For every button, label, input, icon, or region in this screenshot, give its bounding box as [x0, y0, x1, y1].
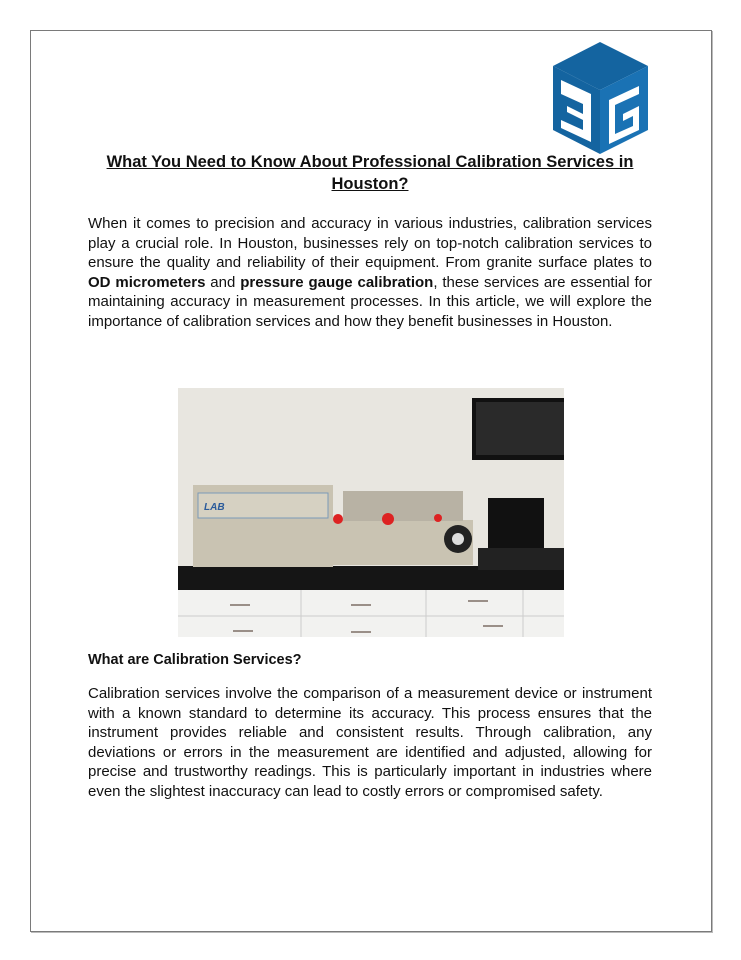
intro-paragraph	[88, 214, 652, 332]
section-paragraph: Calibration services involve the comparison of a measurement device or instrument with a known standard to determine its accuracy. This process ensures that the instrument provides reliable and consistent results. Through calibration, any deviations or errors in the measurement are identified and adjusted, allowing for precise and trustworthy readings. This is particularly important in industries where even the slightest inaccuracy can lead to costly errors or compromised safety.	[88, 685, 652, 800]
page-title: What You Need to Know About Professional Calibration Services in Houston?	[106, 153, 634, 193]
intro-text: and	[205, 273, 241, 291]
pressure-gauge-link[interactable]: pressure gauge calibration	[240, 273, 434, 291]
company-logo	[553, 42, 648, 154]
svg-text:LAB: LAB	[204, 502, 225, 513]
od-micrometers-link[interactable]: OD micrometers	[88, 273, 206, 291]
section-heading: What are Calibration Services?	[88, 652, 302, 668]
calibration-equipment-photo	[178, 388, 564, 637]
intro-text: , these services are essential for maintaining accuracy in measurement processes. In this article, we will explore the importance of calibration services and how they benefit businesses in Houston.	[88, 273, 652, 330]
intro-text: When it comes to precision and accuracy in various industries, calibration services play a crucial role. In Houston, businesses rely on top-notch calibration services to ensure the quality and reliability of their equipment. From granite surface plates to	[88, 215, 652, 272]
